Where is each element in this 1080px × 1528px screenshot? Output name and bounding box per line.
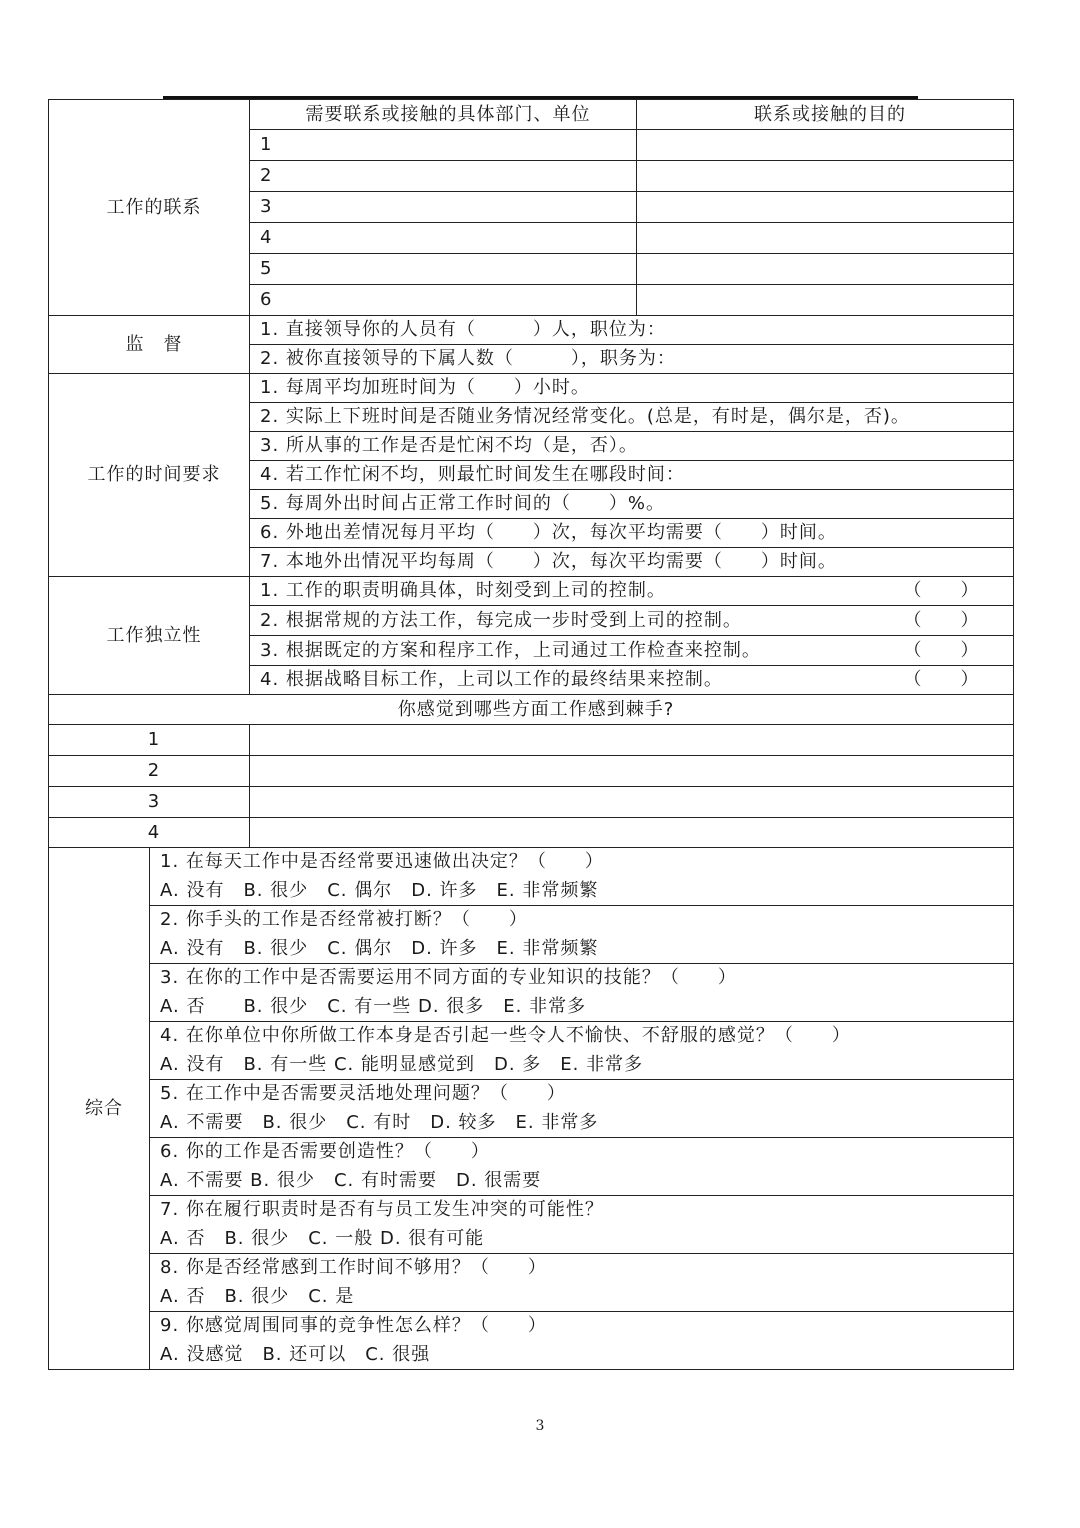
difficulties-row-number: 2 bbox=[49, 756, 250, 787]
contacts-category: 工作的联系 bbox=[49, 100, 250, 316]
supervision-item: 2. 被你直接领导的下属人数（ ），职务为： bbox=[250, 345, 1014, 374]
job-analysis-form bbox=[48, 99, 1014, 1370]
difficulties-title: 你感觉到哪些方面工作感到棘手? bbox=[49, 695, 1014, 725]
question-text: 9. 你感觉周围同事的竞争性怎么样？（ ） bbox=[160, 1315, 547, 1336]
difficulties-row-number: 1 bbox=[49, 725, 250, 756]
question-text: 8. 你是否经常感到工作时间不够用？（ ） bbox=[160, 1257, 547, 1278]
time-item: 6. 外地出差情况每月平均（ ）次，每次平均需要（ ）时间。 bbox=[250, 519, 1014, 548]
supervision-category: 监 督 bbox=[49, 316, 250, 374]
comprehensive-question bbox=[150, 848, 1014, 906]
supervision-item: 1. 直接领导你的人员有（ ）人，职位为： bbox=[250, 316, 1014, 345]
comprehensive-question bbox=[150, 1138, 1014, 1196]
independence-mark[interactable]: （ ） bbox=[903, 669, 980, 690]
difficulties-answer-cell[interactable] bbox=[250, 756, 1014, 787]
contacts-row-number: 3 bbox=[250, 192, 637, 223]
independence-item bbox=[250, 577, 1014, 606]
difficulties-row-number: 4 bbox=[49, 818, 250, 848]
independence-text: 2. 根据常规的方法工作，每完成一步时受到上司的控制。 bbox=[260, 609, 742, 631]
question-text: 4. 在你单位中你所做工作本身是否引起一些令人不愉快、不舒服的感觉？（ ） bbox=[160, 1025, 851, 1046]
difficulties-answer-cell[interactable] bbox=[250, 787, 1014, 818]
comprehensive-question bbox=[150, 1254, 1014, 1312]
question-text: 3. 在你的工作中是否需要运用不同方面的专业知识的技能？（ ） bbox=[160, 967, 737, 988]
question-options: A. 不需要 B. 很少 C. 有时需要 D. 很需要 bbox=[160, 1169, 542, 1191]
difficulties-answer-cell[interactable] bbox=[250, 725, 1014, 756]
question-options: A. 没有 B. 有一些 C. 能明显感觉到 D. 多 E. 非常多 bbox=[160, 1053, 644, 1075]
contacts-purpose-header: 联系或接触的目的 bbox=[637, 100, 1014, 130]
question-text: 6. 你的工作是否需要创造性？（ ） bbox=[160, 1141, 490, 1162]
independence-mark[interactable]: （ ） bbox=[903, 639, 980, 661]
time-item: 3. 所从事的工作是否是忙闲不均（是，否）。 bbox=[250, 432, 1014, 461]
independence-mark[interactable]: （ ） bbox=[903, 580, 980, 601]
independence-text: 1. 工作的职责明确具体，时刻受到上司的控制。 bbox=[260, 580, 666, 601]
question-text: 7. 你在履行职责时是否有与员工发生冲突的可能性？ bbox=[160, 1199, 604, 1220]
question-options: A. 不需要 B. 很少 C. 有时 D. 较多 E. 非常多 bbox=[160, 1111, 599, 1133]
contacts-dept-header: 需要联系或接触的具体部门、单位 bbox=[250, 100, 637, 130]
comprehensive-category: 综合 bbox=[49, 848, 150, 1370]
time-item: 2. 实际上下班时间是否随业务情况经常变化。(总是，有时是，偶尔是，否)。 bbox=[250, 403, 1014, 432]
question-options: A. 没感觉 B. 还可以 C. 很强 bbox=[160, 1343, 431, 1365]
comprehensive-question bbox=[150, 1022, 1014, 1080]
contacts-purpose-cell[interactable] bbox=[637, 161, 1014, 192]
independence-text: 3. 根据既定的方案和程序工作，上司通过工作检查来控制。 bbox=[260, 639, 761, 661]
page-number: 3 bbox=[535, 1418, 545, 1434]
question-text: 5. 在工作中是否需要灵活地处理问题？（ ） bbox=[160, 1083, 566, 1104]
independence-mark[interactable]: （ ） bbox=[903, 609, 980, 631]
comprehensive-question bbox=[150, 1080, 1014, 1138]
contacts-purpose-cell[interactable] bbox=[637, 130, 1014, 161]
time-item: 5. 每周外出时间占正常工作时间的（ ）%。 bbox=[250, 490, 1014, 519]
contacts-purpose-cell[interactable] bbox=[637, 192, 1014, 223]
question-options: A. 否 B. 很少 C. 一般 D. 很有可能 bbox=[160, 1227, 485, 1249]
independence-item bbox=[250, 666, 1014, 695]
time-item: 1. 每周平均加班时间为（ ）小时。 bbox=[250, 374, 1014, 403]
difficulties-answer-cell[interactable] bbox=[250, 818, 1014, 848]
comprehensive-question bbox=[150, 906, 1014, 964]
time-item: 7. 本地外出情况平均每周（ ）次，每次平均需要（ ）时间。 bbox=[250, 548, 1014, 577]
question-options: A. 否 B. 很少 C. 是 bbox=[160, 1285, 355, 1307]
comprehensive-question bbox=[150, 964, 1014, 1022]
contacts-row-number: 6 bbox=[250, 285, 637, 316]
contacts-row-number: 2 bbox=[250, 161, 637, 192]
question-options: A. 没有 B. 很少 C. 偶尔 D. 许多 E. 非常频繁 bbox=[160, 879, 599, 901]
comprehensive-question bbox=[150, 1312, 1014, 1370]
contacts-row-number: 5 bbox=[250, 254, 637, 285]
time-item: 4. 若工作忙闲不均，则最忙时间发生在哪段时间： bbox=[250, 461, 1014, 490]
contacts-purpose-cell[interactable] bbox=[637, 254, 1014, 285]
difficulties-row-number: 3 bbox=[49, 787, 250, 818]
question-text: 1. 在每天工作中是否经常要迅速做出决定？（ ） bbox=[160, 851, 604, 872]
independence-text: 4. 根据战略目标工作，上司以工作的最终结果来控制。 bbox=[260, 669, 723, 690]
contacts-row-number: 4 bbox=[250, 223, 637, 254]
contacts-purpose-cell[interactable] bbox=[637, 223, 1014, 254]
independence-item bbox=[250, 636, 1014, 666]
question-options: A. 没有 B. 很少 C. 偶尔 D. 许多 E. 非常频繁 bbox=[160, 937, 599, 959]
comprehensive-question bbox=[150, 1196, 1014, 1254]
independence-item bbox=[250, 606, 1014, 636]
question-options: A. 否 B. 很少 C. 有一些 D. 很多 E. 非常多 bbox=[160, 995, 587, 1017]
question-text: 2. 你手头的工作是否经常被打断？（ ） bbox=[160, 909, 528, 930]
independence-category: 工作独立性 bbox=[49, 577, 250, 695]
contacts-purpose-cell[interactable] bbox=[637, 285, 1014, 316]
contacts-row-number: 1 bbox=[250, 130, 637, 161]
time-category: 工作的时间要求 bbox=[49, 374, 250, 577]
